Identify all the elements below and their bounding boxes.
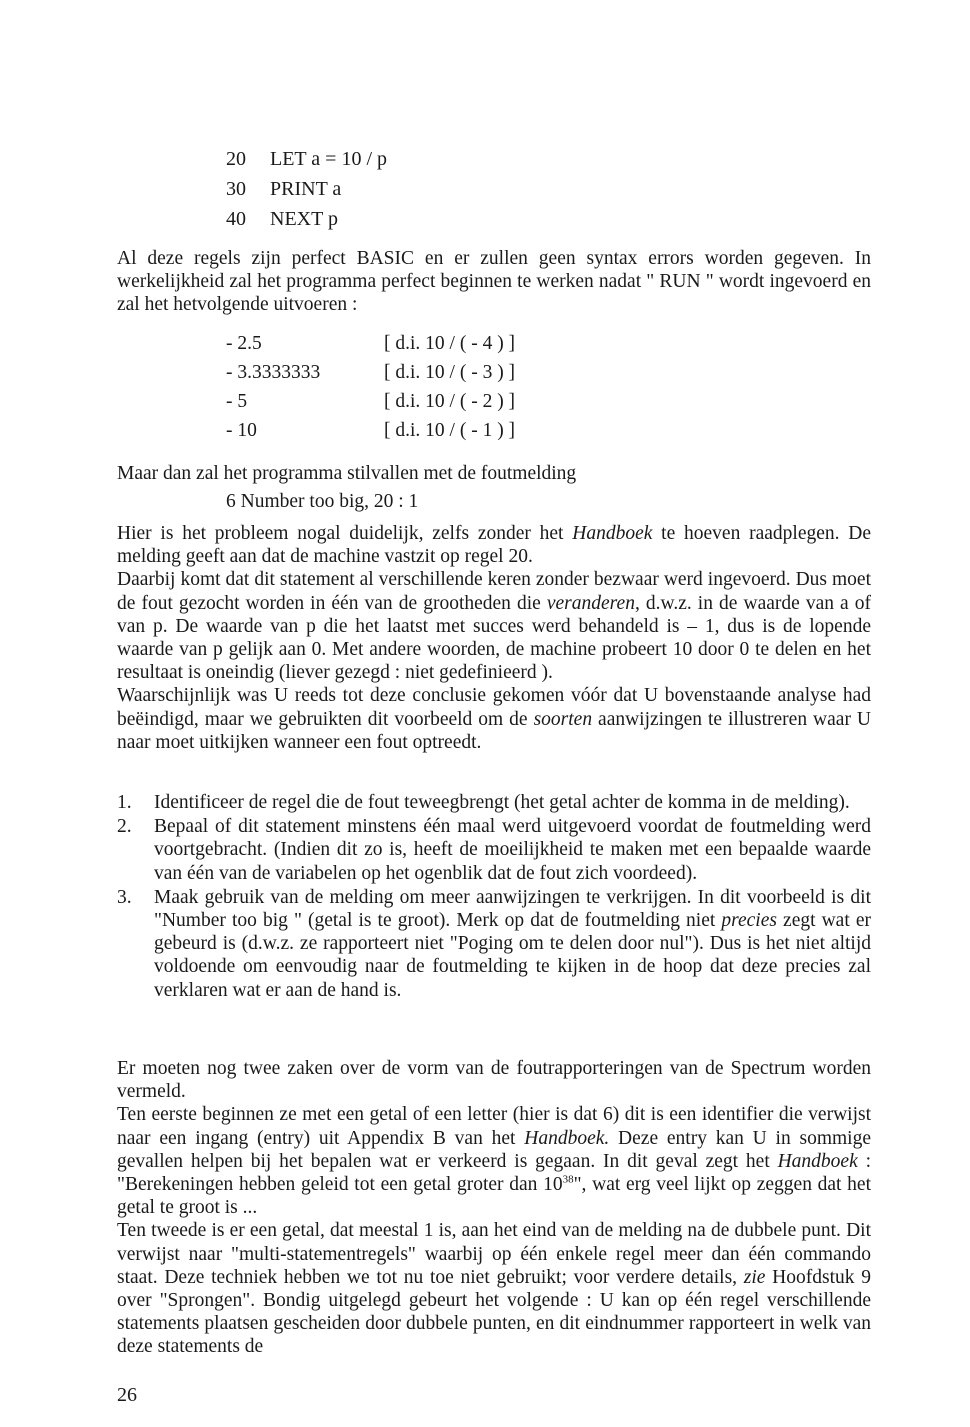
explanation-block xyxy=(117,522,871,754)
result-expression: [ d.i. 10 / ( - 3 ) ] xyxy=(384,362,516,383)
page-number: 26 xyxy=(117,1384,137,1406)
intro-paragraph xyxy=(117,247,871,317)
italic-run: veranderen xyxy=(546,592,635,614)
italic-run: soorten xyxy=(533,708,593,730)
error-message: 6 Number too big, 20 : 1 xyxy=(226,491,419,512)
result-row xyxy=(226,387,515,416)
code-statement: NEXT p xyxy=(270,208,338,230)
text-run: Hoofdstuk 9 over "Sprongen". Bondig uitgelegd gebeurt het volgende : U kan op één regel verschillende statements plaatsen gescheiden door dubbele punten, en dit eindnummer rapporteert in welk van deze statements de xyxy=(117,1266,871,1358)
numbered-list xyxy=(117,791,871,1003)
result-value: - 10 xyxy=(226,420,257,441)
result-value: - 3.3333333 xyxy=(226,362,321,383)
list-number: 1. xyxy=(117,792,132,813)
text-run: aanwijzingen te illustreren waar U naar moet uitkijken wanneer een fout optreedt. xyxy=(117,708,871,753)
text-run: te hoeven raadplegen. De melding geeft aan dat de machine vastzit op regel 20. xyxy=(117,523,872,568)
text-run: Ten eerste beginnen ze met een getal of een letter (hier is dat 6) dit is een identifier die verwijst naar een ingang (entry) uit Appendix B van het xyxy=(117,1104,871,1149)
line-number: 20 xyxy=(226,148,246,170)
ten-eerste-paragraph xyxy=(117,1103,871,1219)
italic-run: zie xyxy=(743,1266,766,1288)
waarschijnlijk-paragraph xyxy=(117,684,871,754)
code-statement: PRINT a xyxy=(270,178,342,200)
ten-tweede-paragraph xyxy=(117,1219,871,1358)
list-text xyxy=(154,886,871,1002)
list-text: Identificeer de regel die de fout teweegbrengt (het getal achter de komma in de melding). xyxy=(154,792,850,813)
intro-text: Al deze regels zijn perfect BASIC en er zullen geen syntax errors worden gegeven. In werkelijkheid zal het programma perfect beginnen te werken nadat " RUN " wordt ingevoerd en zal het hetvolgende uitvoeren : xyxy=(117,248,871,316)
daarbij-paragraph xyxy=(117,568,871,684)
list-number: 3. xyxy=(117,886,132,908)
code-line xyxy=(226,174,387,204)
output-results xyxy=(226,329,515,445)
list-text: Bepaal of dit statement minstens één maal werd uitgevoerd voordat de foutmelding werd voortgebracht. (Indien dit zo is, heeft de moeilijkheid te maken met een bepaalde waarde van één van de variabelen op het ogenblik dat de fout zich voordeed). xyxy=(154,816,871,884)
code-statement: LET a = 10 / p xyxy=(270,148,388,170)
list-item xyxy=(117,886,871,1002)
text-run: Hier is het probleem nogal duidelijk, zelfs zonder het xyxy=(117,523,573,544)
result-row xyxy=(226,416,515,445)
text-run: Ten tweede is er een getal, dat meestal 1 is, aan het eind van de melding na de dubbele punt. Dit verwijst naar "multi-statementregels" waarbij op één enkele regel meer dan één commando staat. Deze techniek hebben we tot nu toe niet gebruikt; voor verdere details, xyxy=(117,1220,871,1288)
list-item xyxy=(117,791,871,814)
line-number: 40 xyxy=(226,208,246,230)
code-listing xyxy=(226,144,387,234)
text-run: : "Berekeningen hebben geleid tot een getal groter dan 10 xyxy=(117,1150,872,1196)
list-number: 2. xyxy=(117,816,132,838)
line-number: 30 xyxy=(226,178,246,200)
result-value: - 5 xyxy=(226,391,248,412)
code-line xyxy=(226,144,387,174)
result-row xyxy=(226,358,515,387)
result-row xyxy=(226,329,515,358)
result-expression: [ d.i. 10 / ( - 1 ) ] xyxy=(384,420,516,441)
list-item xyxy=(117,815,871,885)
result-expression: [ d.i. 10 / ( - 2 ) ] xyxy=(384,391,516,412)
italic-run: Handboek xyxy=(572,523,653,544)
italic-run: precies xyxy=(721,910,777,932)
text-run: Maak gebruik van de melding om meer aanwijzingen te verkrijgen. In dit voorbeeld is dit "Number too big " (getal is te groot). Merk op dat de foutmelding niet xyxy=(154,886,871,932)
text-run: Deze entry kan U in sommige gevallen helpen bij het bepalen wat er verkeerd is gegaan. In dit geval zegt het xyxy=(117,1127,872,1172)
text-run: Waarschijnlijk was U reeds tot deze conclusie gekomen vóór dat U bovenstaande analyse had beëindigd, maar we gebruikten dit voorbeeld om de xyxy=(117,685,871,730)
italic-run: Handboek. xyxy=(524,1127,610,1149)
maar-text: Maar dan zal het programma stilvallen met de foutmelding xyxy=(117,463,577,484)
text-run: , d.w.z. in de waarde van a of van p. De waarde van p die het laatst met succes werd behandeld is – 1, dus is de lopende waarde van p gelijk aan 0. Met andere woorden, de machine probeert 10 door 0 te delen en het resultaat is oneindig (liever gezegd : niet gedefinieerd ). xyxy=(117,592,872,684)
result-value: - 2.5 xyxy=(226,333,262,354)
text-run: zegt wat er gebeurd is (d.w.z. ze rapporteert niet "Poging om te delen door nul"). Dus is het niet altijd voldoende om eenvoudig naar de foutmelding te kijken in de hoop dat deze precies zal verklaren wat er aan de hand is. xyxy=(154,910,871,1001)
closing-block xyxy=(117,1057,871,1359)
er-moeten-paragraph: Er moeten nog twee zaken over de vorm van de foutrapporteringen van de Spectrum worden vermeld. xyxy=(117,1058,871,1103)
code-line xyxy=(226,204,387,234)
maar-paragraph xyxy=(117,462,871,485)
italic-run: Handboek xyxy=(777,1150,858,1172)
result-expression: [ d.i. 10 / ( - 4 ) ] xyxy=(384,333,516,354)
hier-paragraph xyxy=(117,522,871,568)
superscript: 38 xyxy=(562,1173,574,1186)
text-run: Daarbij komt dat dit statement al verschillende keren zonder bezwaar werd ingevoerd. Dus moet de fout gezocht worden in één van de grootheden die xyxy=(117,569,871,614)
text-run: ", wat erg veel lijkt op zeggen dat het getal te groot is ... xyxy=(117,1174,871,1219)
